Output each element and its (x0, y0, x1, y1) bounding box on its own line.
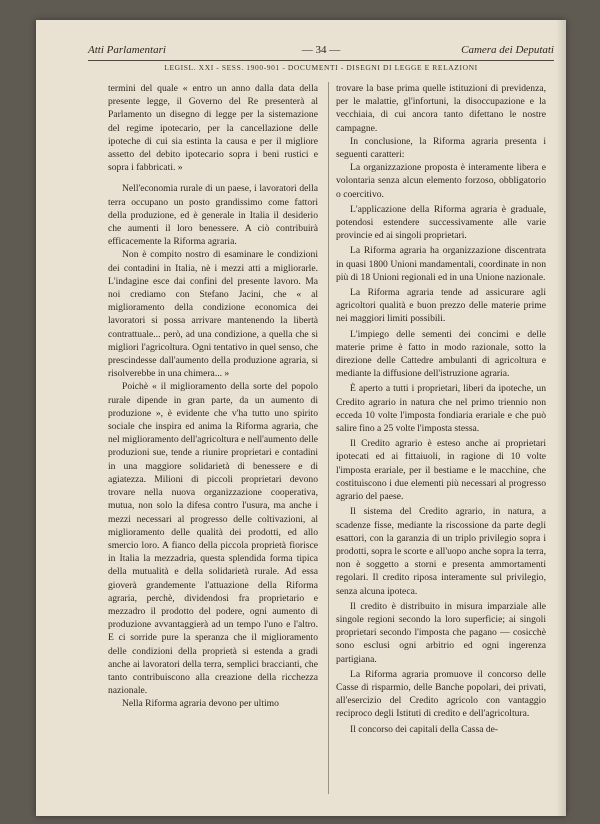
list-item: Il Credito agrario è esteso anche ai proprietari ipotecati ed ai fittaiuoli, in ragione di 10 volte l'imposta erariale, per il bestiame e le macchine, che costituiscono i due elementi più necessari al progresso agrario del paese. (336, 438, 546, 503)
paragraph: Nell'economia rurale di un paese, i lavoratori della terra occupano un posto grandissimo come fattori della produzione, ed è generale in Italia il desiderio che aumenti il loro benessere. A ciò contribuirà efficacemente la Riforma agraria. (108, 183, 318, 248)
list-item: La Riforma agraria ha organizzazione discentrata in quasi 1800 Unioni mandamentali, coordinate in non più di 18 Unioni regionali ed in una Unione nazionale. (336, 245, 546, 283)
paragraph: Poichè « il miglioramento della sorte del popolo rurale dipende in gran parte, da un aumento di produzione », è evidente che v'ha tutto uno spirito sociale che inspira ed anima la Riforma agraria, che nel miglioramento dell'agricoltura e nell'aumento delle produzioni sue, tende a riunire proprietari e contadini in una maggiore solidarietà di benessere e di agiatezza. Milioni di piccoli proprietari devono trovare nella nuova organizzazione cooperativa, mutua, non solo la difesa contro l'usura, ma anche i mezzi necessari al progresso delle coltivazioni, al miglioramento delle qualità dei prodotti, ed allo smercio loro. A fianco della piccola proprietà fiorisce in Italia la mezzadria, questa splendida forma tipica della mutualità e della solidarietà rurale. Ad essa gioverà grandemente l'attuazione della Riforma agraria, perchè, dividendosi fra proprietario e mezzadro il prodotto del podere, ogni aumento di produzione avvantaggierà ad un tempo l'uno e l'altro. E ci sorride pure la speranza che il miglioramento delle condizioni della proprietà si estenda a gradi anche ai lavoratori della terra, semplici braccianti, che tanto contribuiscono alla creazione della ricchezza nazionale. (108, 381, 318, 697)
list-item: L'applicazione della Riforma agraria è graduale, potendosi estendere successivamente alle varie provincie ed ai singoli proprietari. (336, 203, 546, 242)
header-chamber: Camera dei Deputati (461, 44, 554, 56)
page-number: — 34 — (301, 44, 341, 56)
list-item: Il credito è distribuito in misura imparziale alle singole regioni secondo la loro superficie; ai singoli proprietari secondo l'imposta che pagano — cosicchè sono esclusi ogni arbitrio ed ogni ingerenza partigiana. (336, 600, 546, 665)
paragraph: trovare la base prima quelle istituzioni di previdenza, per le malattie, gl'infortuni, la disoccupazione e la vecchiaia, di cui ancora tanto difettano le nostre campagne. (336, 83, 546, 134)
paragraph: Non è compito nostro di esaminare le condizioni dei contadini in Italia, nè i mezzi atti a migliorarle. L'indagine esce dai confini del presente lavoro. Ma noi crediamo con Stefano Jacini, che « al miglioramento della condizione economica dei lavoratori si possa arrivare mantenendo la libertà contrattuale... però, ad una condizione, a quella che si migliori l'agricoltura. Ogni tentativo in quel senso, che prescindesse dall'aumento della produzione agraria, si risolverebbe in una chimera... » (108, 249, 318, 380)
list-item: La Riforma agraria tende ad assicurare agli agricoltori qualità e buon prezzo delle materie prime nei maggiori limiti possibili. (336, 287, 546, 325)
running-header (88, 44, 554, 58)
list-item: La Riforma agraria promuove il concorso delle Casse di risparmio, delle Banche popolari, dei privati, all'esercizio del Credito agricolo con vantaggio reciproco degli Istituti di credito e dell'agricoltura. (336, 668, 546, 720)
left-column (108, 82, 318, 711)
header-rule (88, 60, 554, 61)
subheader-legislature: LEGISL. XXI - SESS. 1900-901 - DOCUMENTI - DISEGNI DI LEGGE E RELAZIONI (164, 63, 478, 72)
page-shadow-edge (556, 20, 566, 816)
list-item: Il concorso dei capitali della Cassa de- (350, 723, 499, 735)
paragraph: Nella Riforma agraria devono per ultimo (122, 698, 279, 710)
paragraph: termini del quale « entro un anno dalla data della presente legge, il Governo del Re presenterà al Parlamento un disegno di legge per la sistemazione del regime ipotecario, per la cancellazione delle ipoteche di cui sia estinta la causa e per il migliore assetto del debito ipotecario sopra i beni rustici e sopra i fabbricati. » (108, 83, 318, 174)
right-column (336, 82, 546, 738)
column-divider (328, 82, 329, 794)
list-item: Il sistema del Credito agrario, in natura, a scadenze fisse, mediante la riscossione da parte degli esattori, con la garanzia di un triplo privilegio sopra i prodotti, sopra le scorte e all'uopo anche sopra la terra, non è soggetto a storni e presenta ammortamenti regolari. Il credito riposa interamente sul privilegio, senza alcuna ipoteca. (336, 506, 546, 597)
list-item: La organizzazione proposta è interamente libera e volontaria senza alcun elemento forzoso, obbligatorio o coercitivo. (336, 162, 546, 200)
header-publication: Atti Parlamentari (88, 44, 166, 56)
list-item: È aperto a tutti i proprietari, liberi da ipoteche, un Credito agrario in natura che nel primo triennio non ecceda 10 volte l'imposta fondiaria erariale e che può salire fino a 25 volte l'imposta stessa. (336, 383, 546, 435)
list-item: L'impiego delle sementi dei concimi e delle materie prime è fatto in modo razionale, sotto la direzione delle Cattedre ambulanti di agricoltura e mediante la diffusione dell'istruzione agraria. (336, 328, 546, 380)
paragraph: In conclusione, la Riforma agraria presenta i seguenti caratteri: (336, 135, 546, 161)
document-page (36, 20, 566, 816)
